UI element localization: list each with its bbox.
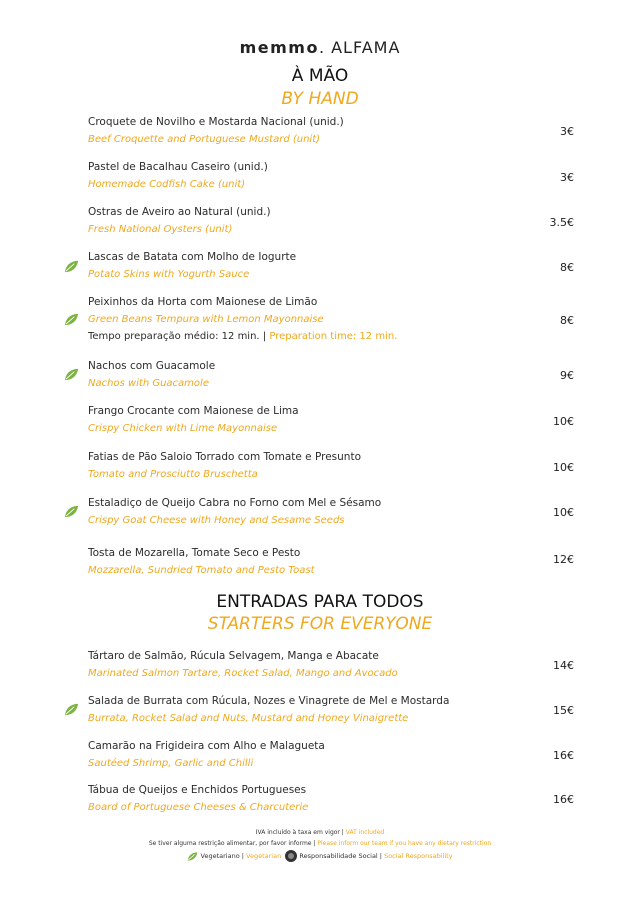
item-price: 16€ bbox=[553, 749, 574, 762]
social-responsibility-icon bbox=[285, 850, 297, 862]
brand-location: ALFAMA bbox=[331, 38, 401, 57]
brand-header: memmo. ALFAMA bbox=[239, 38, 401, 57]
item-name-en: Fresh National Oysters (unit) bbox=[88, 224, 233, 235]
item-name-en: Crispy Chicken with Lime Mayonnaise bbox=[88, 423, 278, 434]
prep-time-en: Preparation time: 12 min. bbox=[269, 331, 398, 342]
menu-item bbox=[88, 650, 588, 679]
legend bbox=[0, 850, 640, 862]
menu-item bbox=[88, 251, 588, 280]
item-name-pt: Estaladiço de Queijo Cabra no Forno com Mel e Sésamo bbox=[88, 497, 382, 509]
item-name-pt: Tosta de Mozarella, Tomate Seco e Pesto bbox=[88, 547, 301, 559]
item-name-en: Potato Skins with Yogurth Sauce bbox=[88, 269, 250, 280]
item-name-en: Nachos with Guacamole bbox=[88, 378, 209, 389]
item-price: 3€ bbox=[560, 171, 574, 184]
item-name-pt: Fatias de Pão Saloio Torrado com Tomate e Presunto bbox=[88, 451, 361, 463]
legend-veg-en: Vegetarian bbox=[246, 852, 282, 860]
item-name-en: Beef Croquette and Portuguese Mustard (unit) bbox=[88, 134, 321, 145]
item-name-pt: Tábua de Queijos e Enchidos Portugueses bbox=[88, 784, 307, 796]
item-name-pt: Frango Crocante com Maionese de Lima bbox=[88, 405, 299, 417]
item-name-pt: Camarão na Frigideira com Alho e Malagueta bbox=[88, 740, 325, 752]
item-name-pt: Pastel de Bacalhau Caseiro (unid.) bbox=[88, 161, 268, 173]
vegetarian-leaf-icon bbox=[64, 367, 79, 382]
item-price: 8€ bbox=[560, 314, 574, 327]
vegetarian-leaf-icon bbox=[64, 504, 79, 519]
menu-item bbox=[88, 405, 588, 434]
diet-note-en: Please inform our team if you have any dietary restriction bbox=[317, 840, 492, 847]
item-name-en: Crispy Goat Cheese with Honey and Sesame Seeds bbox=[88, 515, 345, 526]
item-price: 3€ bbox=[560, 125, 574, 138]
item-name-en: Sautéed Shrimp, Garlic and Chilli bbox=[88, 758, 254, 769]
diet-note bbox=[0, 840, 640, 847]
prep-time-note: Tempo preparação médio: 12 min. | Preparation time: 12 min. bbox=[88, 331, 398, 342]
item-name-en: Board of Portuguese Cheeses & Charcuterie bbox=[88, 802, 309, 813]
vegetarian-leaf-icon bbox=[64, 259, 79, 274]
item-name-pt: Peixinhos da Horta com Maionese de Limão bbox=[88, 296, 318, 308]
menu-item bbox=[88, 296, 588, 342]
item-price: 10€ bbox=[553, 461, 574, 474]
brand-logo: memmo bbox=[239, 38, 319, 57]
legend-veg-pt: Vegetariano | bbox=[200, 852, 244, 860]
legend-social-pt: Responsabilidade Social | bbox=[299, 852, 382, 860]
menu-item bbox=[88, 497, 588, 526]
prep-time-pt: Tempo preparação médio: 12 min. bbox=[88, 331, 260, 342]
item-name-pt: Ostras de Aveiro ao Natural (unid.) bbox=[88, 206, 271, 218]
menu-item bbox=[88, 784, 588, 813]
menu-item bbox=[88, 451, 588, 480]
vegetarian-leaf-icon bbox=[64, 702, 79, 717]
item-name-pt: Tártaro de Salmão, Rúcula Selvagem, Manga e Abacate bbox=[88, 650, 379, 662]
item-name-en: Mozzarella, Sundried Tomato and Pesto Toast bbox=[88, 565, 315, 576]
menu-item bbox=[88, 360, 588, 389]
item-name-en: Burrata, Rocket Salad and Nuts, Mustard and Honey Vinaigrette bbox=[88, 713, 409, 724]
item-price: 10€ bbox=[553, 415, 574, 428]
vat-note-pt: IVA incluído à taxa em vigor | bbox=[255, 829, 344, 836]
menu-item bbox=[88, 547, 588, 576]
item-price: 8€ bbox=[560, 261, 574, 274]
item-name-pt: Salada de Burrata com Rúcula, Nozes e Vinagrete de Mel e Mostarda bbox=[88, 695, 450, 707]
menu-item bbox=[88, 206, 588, 235]
section-subtitle: STARTERS FOR EVERYONE bbox=[207, 614, 433, 634]
item-price: 16€ bbox=[553, 793, 574, 806]
item-price: 10€ bbox=[553, 506, 574, 519]
item-name-pt: Croquete de Novilho e Mostarda Nacional (unid.) bbox=[88, 116, 344, 128]
item-name-en: Tomato and Prosciutto Bruschetta bbox=[88, 469, 258, 480]
menu-item bbox=[88, 740, 588, 769]
vegetarian-leaf-icon bbox=[187, 851, 198, 862]
item-name-en: Marinated Salmon Tartare, Rocket Salad, Mango and Avocado bbox=[88, 668, 398, 679]
vat-note-en: VAT included bbox=[345, 829, 385, 836]
section-title: ENTRADAS PARA TODOS bbox=[216, 592, 424, 612]
menu-item bbox=[88, 161, 588, 190]
diet-note-pt: Se tiver alguma restrição alimentar, por favor informe | bbox=[148, 840, 316, 847]
item-price: 12€ bbox=[553, 553, 574, 566]
vat-note bbox=[0, 829, 640, 836]
item-name-en: Green Beans Tempura with Lemon Mayonnaise bbox=[88, 314, 324, 325]
item-price: 14€ bbox=[553, 659, 574, 672]
item-price: 3.5€ bbox=[549, 216, 574, 229]
vegetarian-leaf-icon bbox=[64, 312, 79, 327]
legend-social-en: Social Responsability bbox=[384, 852, 453, 860]
item-name-pt: Nachos com Guacamole bbox=[88, 360, 216, 372]
section-subtitle: BY HAND bbox=[281, 89, 359, 109]
item-name-pt: Lascas de Batata com Molho de Iogurte bbox=[88, 251, 297, 263]
item-price: 9€ bbox=[560, 369, 574, 382]
menu-item bbox=[88, 695, 588, 724]
section-title: À MÃO bbox=[291, 66, 349, 86]
item-price: 15€ bbox=[553, 704, 574, 717]
item-name-en: Homemade Codfish Cake (unit) bbox=[88, 179, 246, 190]
menu-item bbox=[88, 116, 588, 145]
